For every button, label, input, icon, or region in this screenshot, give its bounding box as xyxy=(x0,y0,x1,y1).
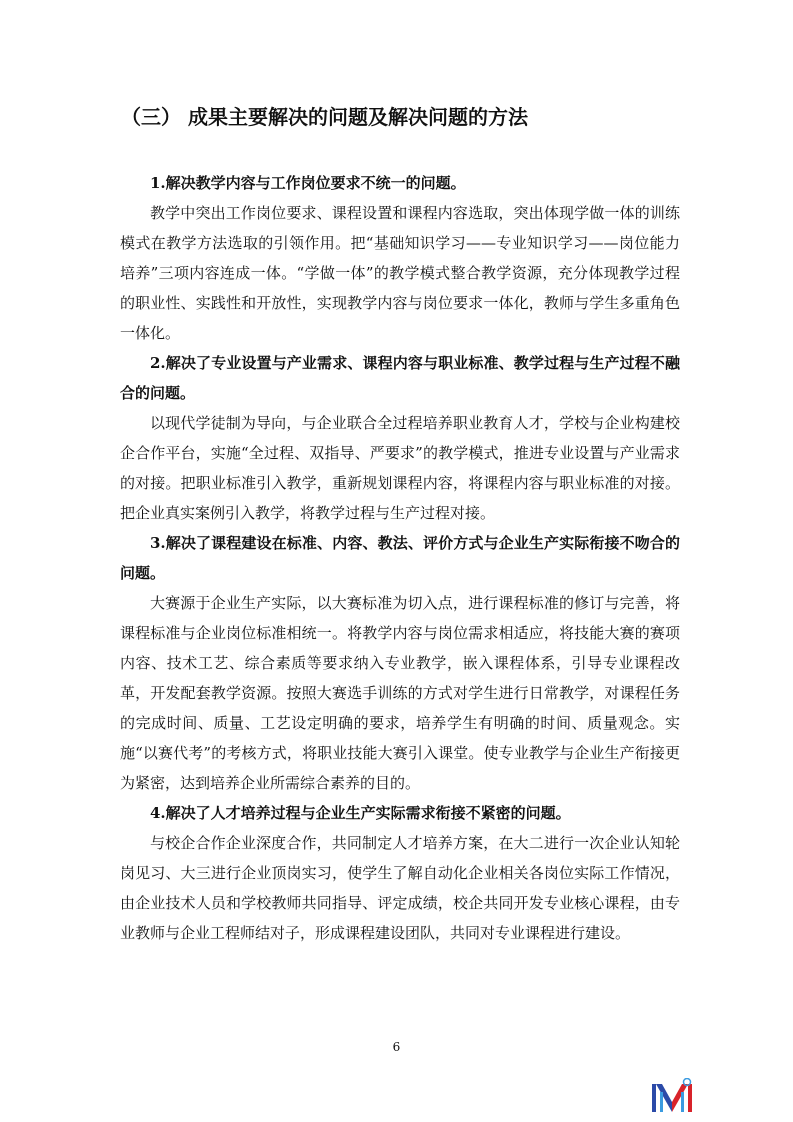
problem-heading-3: 3.解决了课程建设在标准、内容、教法、评价方式与企业生产实际衔接不吻合的问题。 xyxy=(120,534,680,582)
problem-heading-4: 4.解决了人才培养过程与企业生产实际需求衔接不紧密的问题。 xyxy=(150,804,571,822)
body-paragraph-1: 教学中突出工作岗位要求、课程设置和课程内容选取，突出体现学做一体的训练模式在教学方法选取的引领作用。把“基础知识学习——专业知识学习——岗位能力培养”三项内容连成一体。“学做一体”的教学模式整合教学资源，充分体现教学过程的职业性、实践性和开放性，实现教学内容与岗位要求一体化，教师与学生多重角色一体化。 xyxy=(120,204,680,342)
school-logo-icon xyxy=(651,1078,693,1116)
body-paragraph-2: 以现代学徒制为导向，与企业联合全过程培养职业教育人才，学校与企业构建校企合作平台，实施“全过程、双指导、严要求”的教学模式，推进专业设置与产业需求的对接。把职业标准引入教学，重新规划课程内容，将课程内容与职业标准的对接。把企业真实案例引入教学，将教学过程与生产过程对接。 xyxy=(120,414,680,522)
problem-heading-1: 1.解决教学内容与工作岗位要求不统一的问题。 xyxy=(150,174,466,192)
section-title: （三） 成果主要解决的问题及解决问题的方法 xyxy=(121,105,528,129)
page-number: 6 xyxy=(392,1040,401,1054)
section-content xyxy=(120,168,680,948)
body-paragraph-4: 与校企合作企业深度合作，共同制定人才培养方案，在大二进行一次企业认知轮岗见习、大三进行企业顶岗实习，使学生了解自动化企业相关各岗位实际工作情况，由企业技术人员和学校教师共同指导、评定成绩，校企共同开发专业核心课程，由专业教师与企业工程师结对子，形成课程建设团队，共同对专业课程进行建设。 xyxy=(120,834,680,942)
problem-heading-2: 2.解决了专业设置与产业需求、课程内容与职业标准、教学过程与生产过程不融合的问题。 xyxy=(120,354,680,402)
body-paragraph-3: 大赛源于企业生产实际，以大赛标准为切入点，进行课程标准的修订与完善，将课程标准与企业岗位标准相统一。将教学内容与岗位需求相适应，将技能大赛的赛项内容、技术工艺、综合素质等要求纳入专业教学，嵌入课程体系，引导专业课程改革，开发配套教学资源。按照大赛选手训练的方式对学生进行日常教学，对课程任务的完成时间、质量、工艺设定明确的要求，培养学生有明确的时间、质量观念。实施“以赛代考”的考核方式，将职业技能大赛引入课堂。使专业教学与企业生产衔接更为紧密，达到培养企业所需综合素养的目的。 xyxy=(120,594,680,792)
